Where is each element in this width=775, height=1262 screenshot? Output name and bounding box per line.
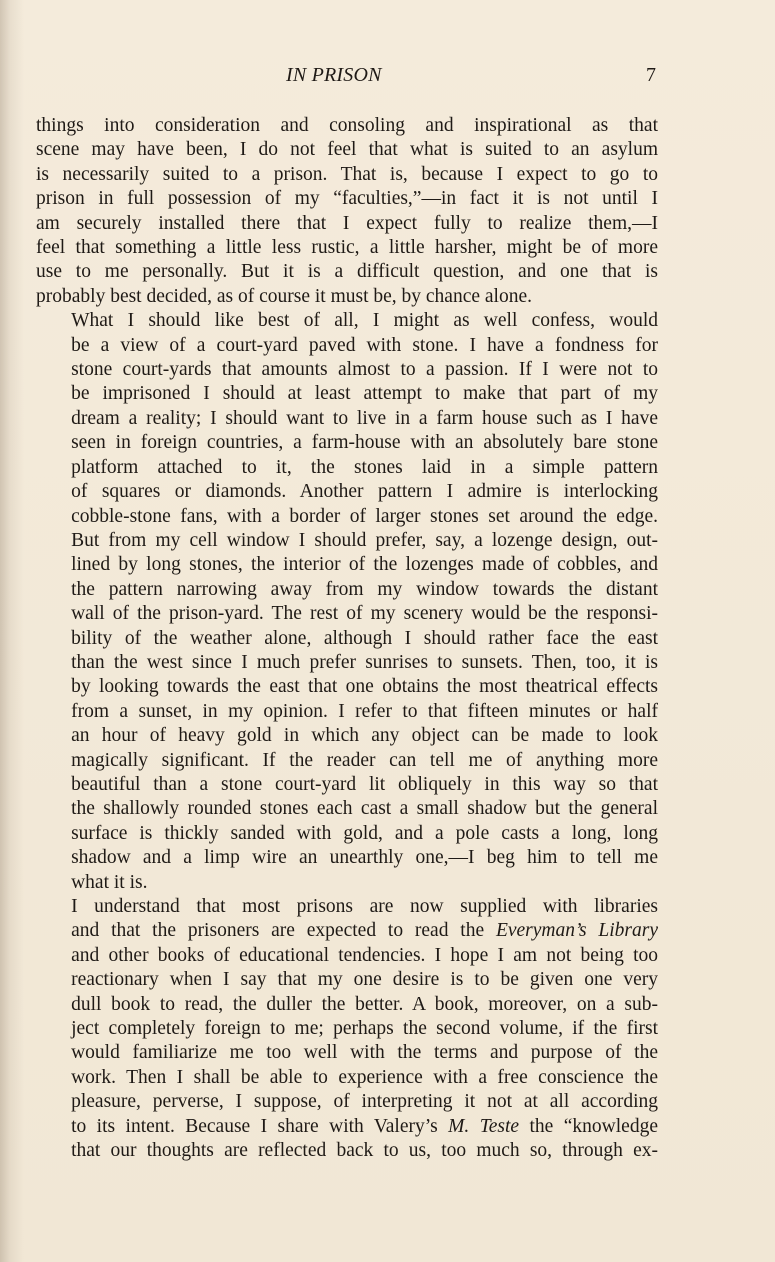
text-line: be imprisoned I should at least attempt to make that part of my	[71, 383, 658, 405]
text-line: But from my cell window I should prefer, say, a lozenge design, out-	[71, 529, 658, 551]
page-number: 7	[646, 64, 656, 86]
text-line-with-italic	[36, 919, 658, 943]
text-line: than the west since I much prefer sunrises to sunsets. Then, too, it is	[71, 651, 658, 673]
text-line: platform attached to it, the stones laid in a simple pattern	[71, 456, 658, 478]
body-text	[36, 114, 658, 1163]
text-line: bility of the weather alone, although I should rather face the east	[71, 627, 658, 649]
page-header	[0, 64, 775, 90]
text-line: is necessarily suited to a prison. That is, because I expect to go to	[36, 163, 658, 185]
text-line: ject completely foreign to me; perhaps the second volume, if the first	[71, 1018, 658, 1040]
text-line: pleasure, perverse, I suppose, of interpreting it not at all according	[71, 1091, 658, 1113]
text-line: what it is.	[71, 871, 148, 893]
text-line: feel that something a little less rustic, a little harsher, might be of more	[36, 237, 658, 259]
text-line: am securely installed there that I expect fully to realize them,—I	[36, 212, 658, 234]
text-line: dream a reality; I should want to live in a farm house such as I have	[71, 407, 658, 429]
text-line: would familiarize me too well with the terms and purpose of the	[71, 1042, 658, 1064]
text-line: dull book to read, the duller the better. A book, moreover, on a sub-	[71, 993, 658, 1015]
text-line: beautiful than a stone court-yard lit obliquely in this way so that	[71, 773, 658, 795]
text-line: the shallowly rounded stones each cast a small shadow but the general	[71, 798, 658, 820]
text-line: probably best decided, as of course it must be, by chance alone.	[36, 285, 533, 307]
text-line: I understand that most prisons are now supplied with libraries	[71, 896, 658, 917]
text-line: and other books of educational tendencies. I hope I am not being too	[71, 944, 658, 966]
text-line: cobble-stone fans, with a border of larger stones set around the edge.	[71, 505, 658, 527]
italic-name: M. Teste	[448, 1115, 520, 1137]
text-line: work. Then I shall be able to experience with a free conscience the	[71, 1066, 658, 1088]
text-line: What I should like best of all, I might as well confess, would	[71, 310, 658, 332]
text-line: seen in foreign countries, a farm-house with an absolutely bare stone	[71, 432, 658, 454]
text-line: prison in full possession of my “faculties,”—in fact it is not until I	[36, 188, 658, 210]
text-line: wall of the prison-yard. The rest of my scenery would be the responsi-	[71, 603, 658, 625]
text-line: of squares or diamonds. Another pattern I admire is interlocking	[71, 481, 658, 503]
text-line-with-italic	[36, 1115, 658, 1139]
running-title: IN PRISON	[286, 64, 382, 86]
text-line: stone court-yards that amounts almost to a passion. If I were not to	[71, 359, 658, 381]
text-line: be a view of a court-yard paved with stone. I have a fondness for	[71, 334, 658, 356]
text-fragment: to its intent. Because I share with Valery’s	[71, 1115, 449, 1137]
text-line: things into consideration and consoling and inspirational as that	[36, 115, 658, 136]
text-line: shadow and a limp wire an unearthly one,—I beg him to tell me	[71, 847, 658, 869]
text-line: scene may have been, I do not feel that what is suited to an asylum	[36, 139, 658, 161]
text-line: the pattern narrowing away from my window towards the distant	[71, 578, 658, 600]
text-line: magically significant. If the reader can tell me of anything more	[71, 749, 658, 771]
paragraph-1	[36, 114, 658, 309]
text-line: that our thoughts are reflected back to us, too much so, through ex-	[71, 1140, 658, 1162]
text-line: reactionary when I say that my one desire is to be given one very	[71, 969, 658, 991]
paragraph-3	[36, 895, 658, 1163]
text-line: an hour of heavy gold in which any object can be made to look	[71, 725, 658, 747]
text-fragment: and that the prisoners are expected to read the	[71, 920, 496, 942]
paragraph-2	[36, 309, 658, 895]
text-line: lined by long stones, the interior of the lozenges made of cobbles, and	[71, 554, 658, 576]
text-line: by looking towards the east that one obtains the most theatrical effects	[71, 676, 658, 698]
text-line: surface is thickly sanded with gold, and a pole casts a long, long	[71, 822, 658, 844]
italic-title: Everyman’s Library	[495, 920, 658, 942]
text-fragment: the “knowledge	[519, 1115, 658, 1137]
text-line: from a sunset, in my opinion. I refer to that fifteen minutes or half	[71, 700, 658, 722]
text-line: use to me personally. But it is a difficult question, and one that is	[36, 261, 658, 283]
